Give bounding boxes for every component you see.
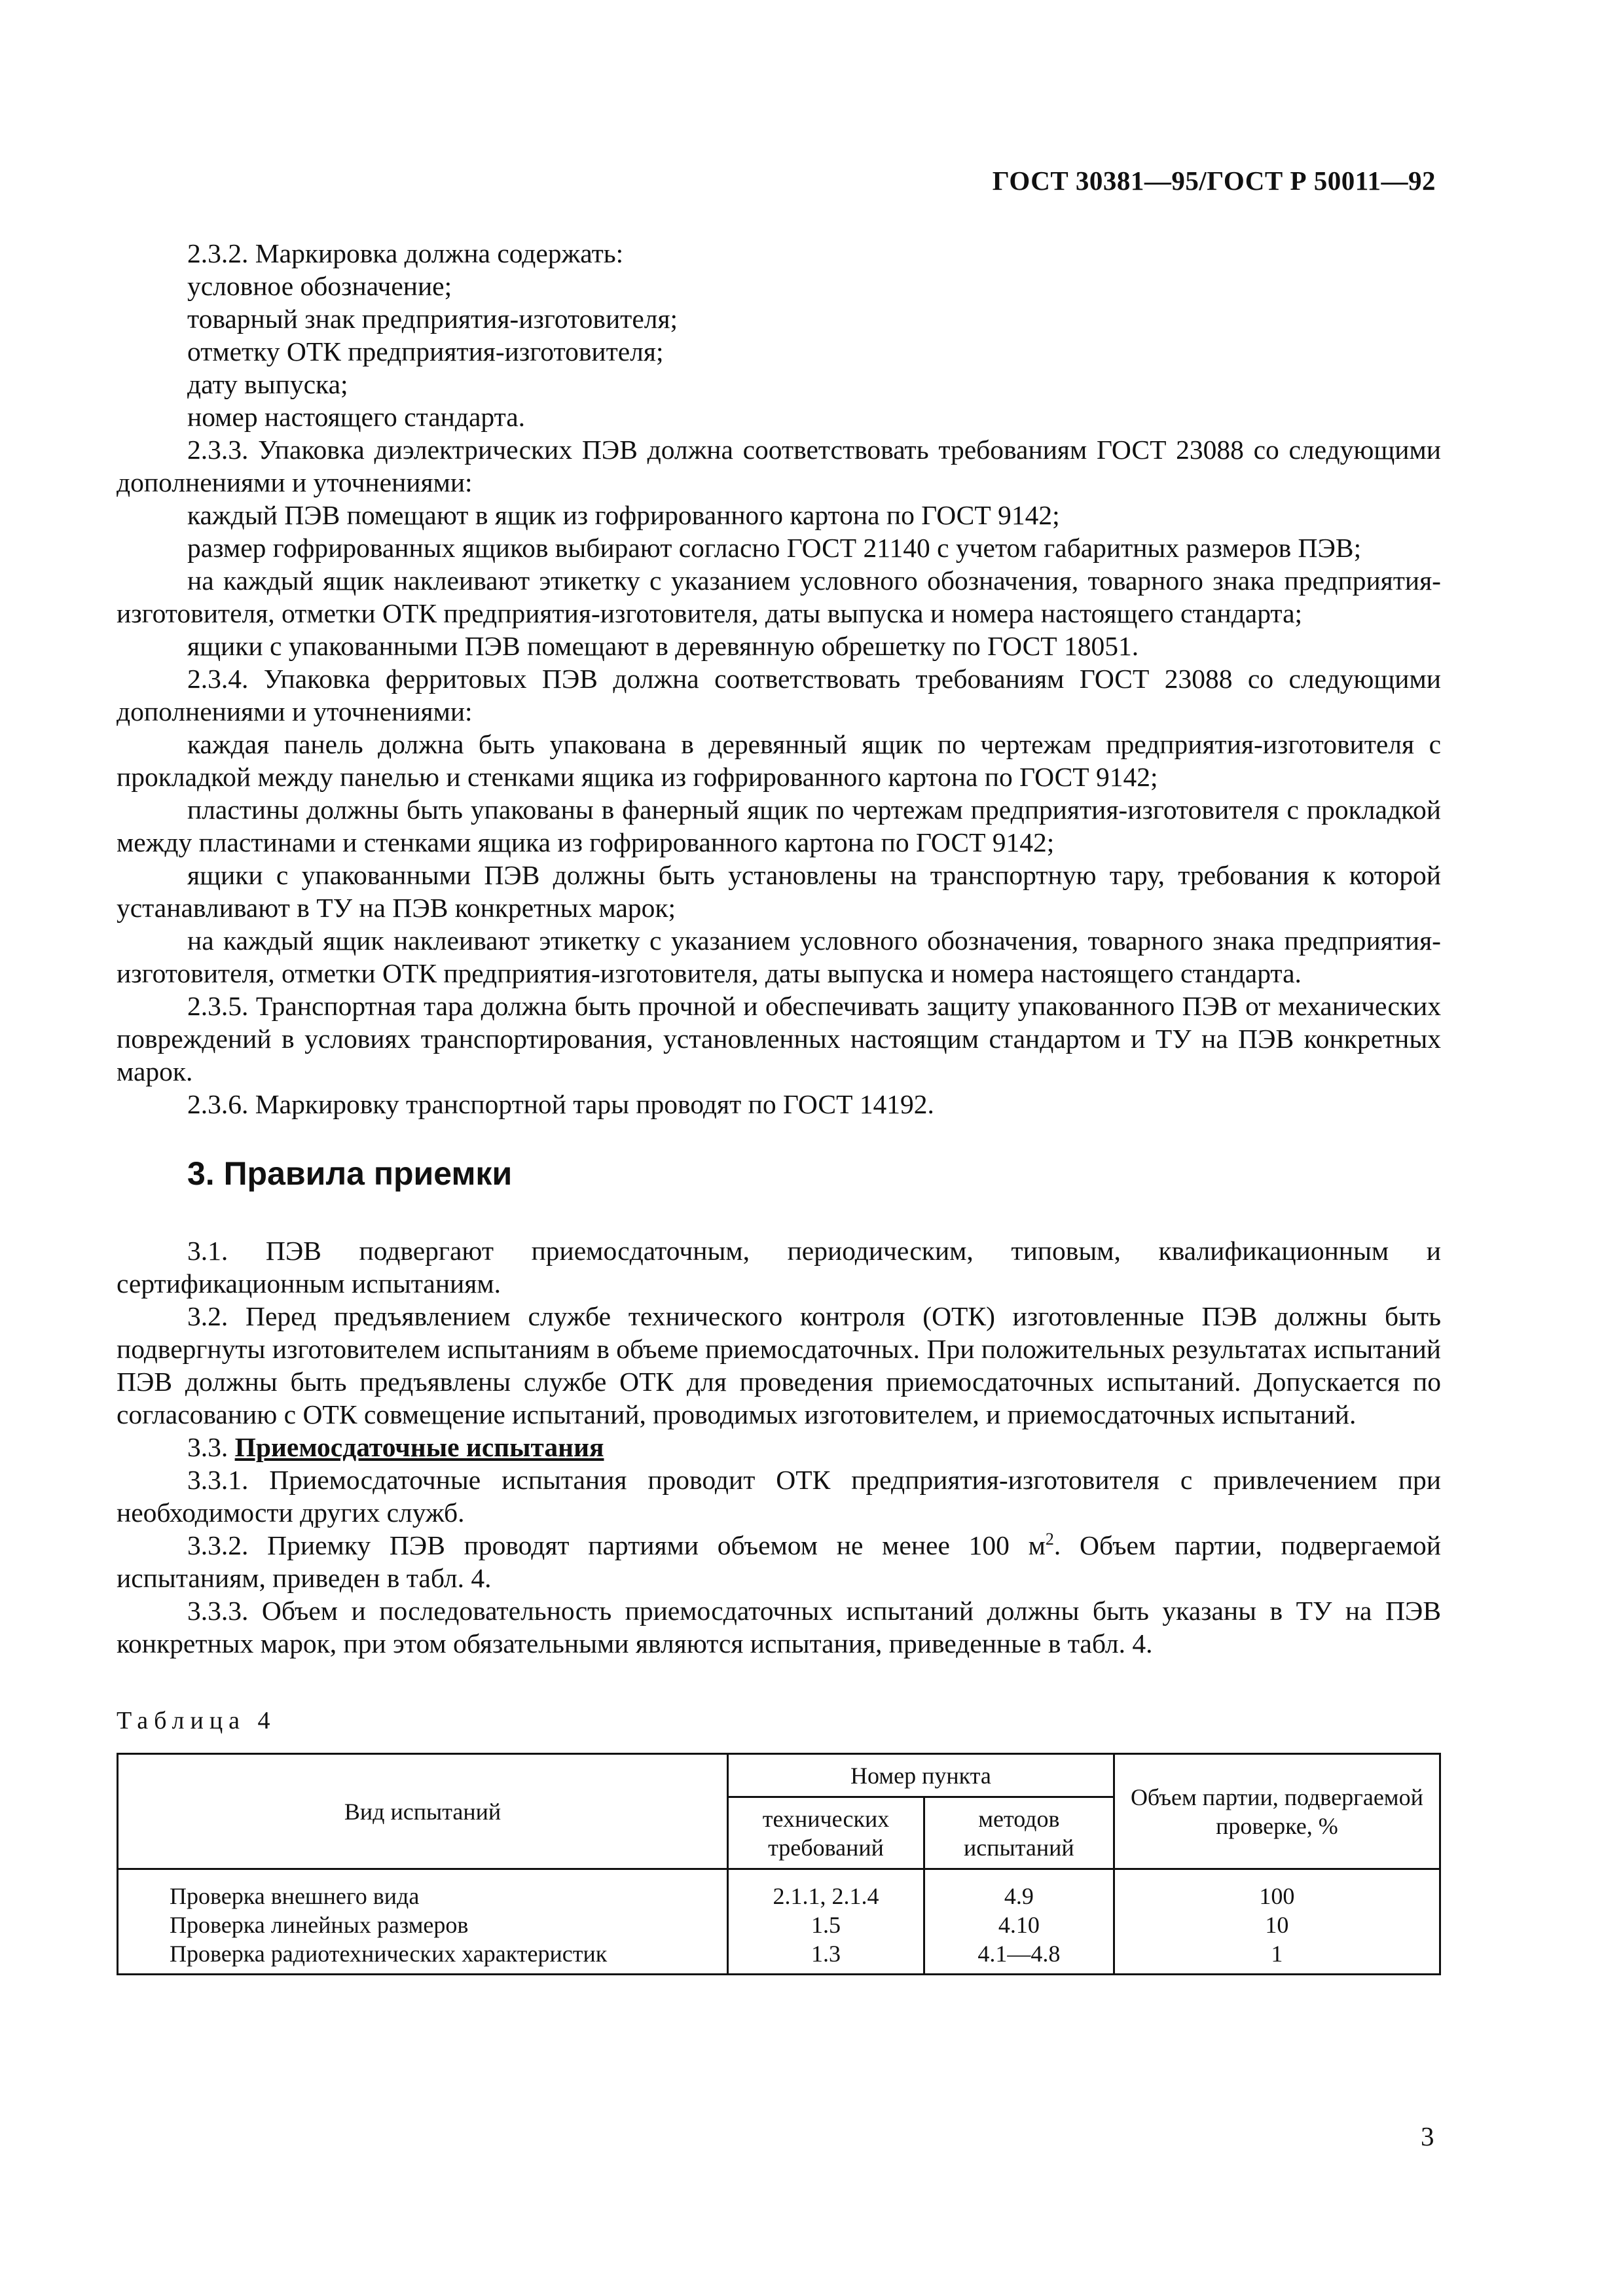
cell-test-name: Проверка линейных размеров (118, 1910, 728, 1939)
cell-tech: 2.1.1, 2.1.4 (728, 1869, 924, 1911)
paragraph: дату выпуска; (187, 369, 348, 399)
header-batch-volume (1114, 1754, 1440, 1869)
section-title: 3. Правила приемки (187, 1155, 513, 1192)
paragraph: каждый ПЭВ помещают в ящик из гофрированного картона по ГОСТ 9142; (187, 500, 1060, 530)
paragraph: 2.3.5. Транспортная тара должна быть прочной и обеспечивать защиту упакованного ПЭВ от механических повреждений в условиях транспортирования, установленных настоящим стандартом и ТУ на ПЭВ конкретных марок. (117, 991, 1441, 1086)
paragraph: товарный знак предприятия-изготовителя; (187, 304, 678, 334)
header-tech-requirements (728, 1797, 924, 1869)
paragraph: 2.3.3. Упаковка диэлектрических ПЭВ должна соответствовать требованиям ГОСТ 23088 со следующими дополнениями и уточнениями: (117, 435, 1441, 497)
paragraph: 2.3.6. Маркировку транспортной тары проводят по ГОСТ 14192. (187, 1089, 934, 1119)
page-content (117, 237, 1441, 1975)
paragraph: 3.3.3. Объем и последовательность приемосдаточных испытаний должны быть указаны в ТУ на ПЭВ конкретных марок, при этом обязательными являются испытания, приведенные в табл. 4. (117, 1596, 1441, 1659)
paragraph: 2.3.4. Упаковка ферритовых ПЭВ должна соответствовать требованиям ГОСТ 23088 со следующими дополнениями и уточнениями: (117, 664, 1441, 726)
paragraph-text: 3.3.2. Приемку ПЭВ проводят партиями объемом не менее 100 м (187, 1530, 1046, 1560)
header-tech-text: технических требований (762, 1805, 890, 1861)
cell-volume: 1 (1114, 1939, 1440, 1975)
paragraph-text: . Объем партии, подвергаемой испытаниям, приведен в табл. 4. (117, 1530, 1441, 1593)
paragraph: 3.1. ПЭВ подвергают приемосдаточным, периодическим, типовым, квалификационным и сертификационным испытаниям. (117, 1236, 1441, 1299)
cell-method: 4.10 (924, 1910, 1114, 1939)
paragraph: ящики с упакованными ПЭВ помещают в деревянную обрешетку по ГОСТ 18051. (187, 631, 1139, 661)
paragraph: ящики с упакованными ПЭВ должны быть установлены на транспортную тару, требования к которой устанавливают в ТУ на ПЭВ конкретных марок; (117, 860, 1441, 923)
paragraph: размер гофрированных ящиков выбирают согласно ГОСТ 21140 с учетом габаритных размеров ПЭВ; (187, 533, 1362, 563)
cell-volume: 100 (1114, 1869, 1440, 1911)
table-row (118, 1910, 1440, 1939)
cell-method: 4.1—4.8 (924, 1939, 1114, 1975)
paragraph: 3.3.1. Приемосдаточные испытания проводит ОТК предприятия-изготовителя с привлечением при необходимости других служб. (117, 1465, 1441, 1528)
subsection-number: 3.3. (187, 1432, 228, 1462)
paragraph: 2.3.2. Маркировка должна содержать: (187, 238, 624, 268)
section-3-text (117, 1234, 1441, 1660)
superscript: 2 (1045, 1530, 1054, 1549)
cell-tech: 1.5 (728, 1910, 924, 1939)
header-batch-volume-text: Объем партии, подвергаемой проверке, % (1130, 1784, 1423, 1839)
paragraph (117, 1529, 1441, 1594)
page-number: 3 (1421, 2121, 1434, 2151)
paragraph: пластины должны быть упакованы в фанерный ящик по чертежам предприятия-изготовителя с прокладкой между пластинами и стенками ящика из гофрированного картона по ГОСТ 9142; (117, 795, 1441, 857)
paragraph: отметку ОТК предприятия-изготовителя; (187, 336, 664, 367)
section-2-3-text (117, 237, 1441, 1121)
table-caption: Таблица 4 (117, 1707, 276, 1734)
table-4 (117, 1753, 1441, 1975)
subsection-title: Приемосдаточные испытания (234, 1432, 604, 1462)
header-test-methods (924, 1797, 1114, 1869)
paragraph: 3.2. Перед предъявлением службе технического контроля (ОТК) изготовленные ПЭВ должны быть подвергнуты изготовителем испытаниям в объеме приемосдаточных. При положительных результатах испытаний ПЭВ должны быть предъявлены службе ОТК для проведения приемосдаточных испытаний. Допускается по согласованию с ОТК совмещение испытаний, проводимых изготовителем, и приемосдаточных испытаний. (117, 1301, 1441, 1429)
paragraph: каждая панель должна быть упакована в деревянный ящик по чертежам предприятия-изготовителя с прокладкой между панелью и стенками ящика из гофрированного картона по ГОСТ 9142; (117, 729, 1441, 792)
table-row (118, 1869, 1440, 1911)
paragraph: условное обозначение; (187, 271, 452, 301)
cell-test-name: Проверка радиотехнических характеристик (118, 1939, 728, 1975)
standard-header: ГОСТ 30381—95/ГОСТ Р 50011—92 (992, 166, 1436, 196)
paragraph: номер настоящего стандарта. (187, 402, 526, 432)
header-item-number: Номер пункта (728, 1754, 1114, 1797)
header-test-type: Вид испытаний (118, 1754, 728, 1869)
subsection-heading (117, 1431, 1441, 1463)
cell-method: 4.9 (924, 1869, 1114, 1911)
header-methods-text: методов испытаний (964, 1805, 1074, 1861)
table-row (118, 1939, 1440, 1975)
cell-tech: 1.3 (728, 1939, 924, 1975)
cell-test-name: Проверка внешнего вида (118, 1869, 728, 1911)
paragraph: на каждый ящик наклеивают этикетку с указанием условного обозначения, товарного знака предприятия-изготовителя, отметки ОТК предприятия-изготовителя, даты выпуска и номера настоящего стандарта; (117, 565, 1441, 628)
cell-volume: 10 (1114, 1910, 1440, 1939)
paragraph: на каждый ящик наклеивают этикетку с указанием условного обозначения, товарного знака предприятия-изготовителя, отметки ОТК предприятия-изготовителя, даты выпуска и номера настоящего стандарта. (117, 925, 1441, 988)
